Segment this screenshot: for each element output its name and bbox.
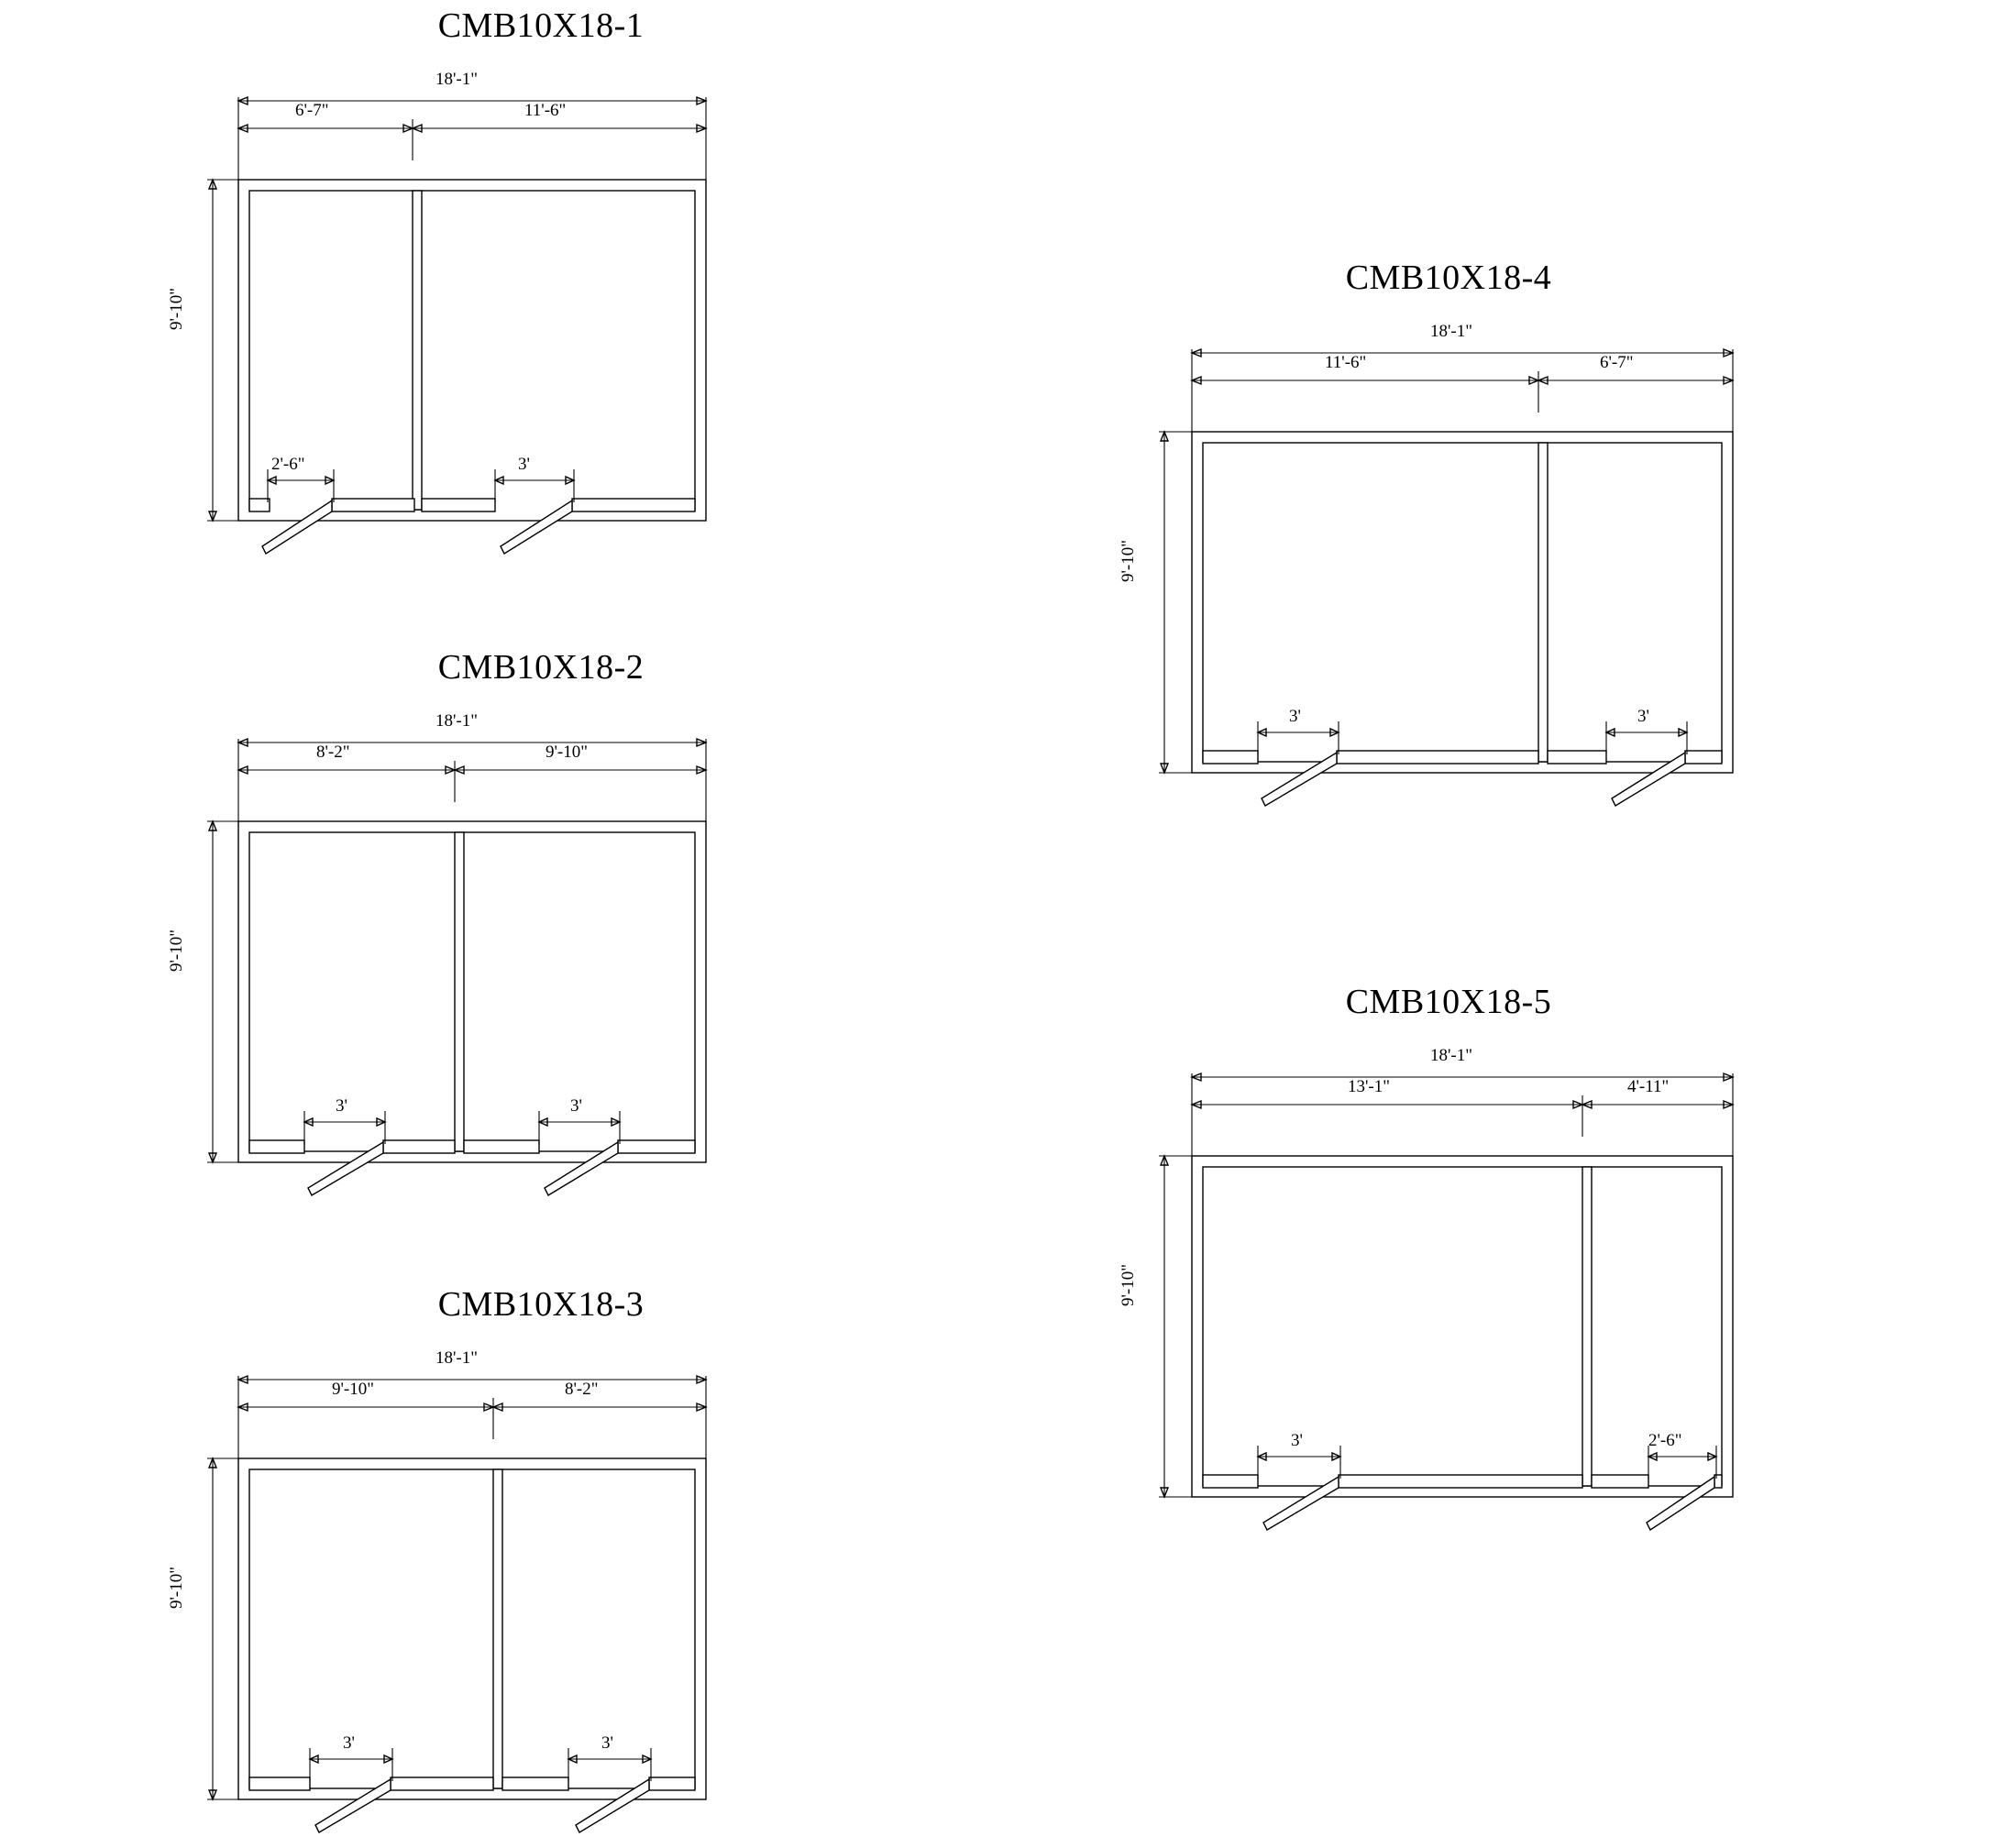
door-2-width-label: 3' <box>570 1096 582 1116</box>
overall-height-label: 9'-10" <box>1119 1263 1138 1306</box>
plan-4-drawing <box>1128 252 1861 857</box>
door-2-width-label: 3' <box>518 455 530 474</box>
plan-cmb10x18-4 <box>1119 252 1861 857</box>
segment-2-label: 11'-6" <box>524 101 567 120</box>
door-1-width-label: 3' <box>1291 1431 1303 1450</box>
overall-width-label: 18'-1" <box>1430 1046 1473 1065</box>
door-2-width-label: 3' <box>601 1733 613 1753</box>
overall-width-label: 18'-1" <box>1430 322 1473 341</box>
segment-2-label: 8'-2" <box>565 1380 599 1399</box>
plan-cmb10x18-5 <box>1119 976 1861 1581</box>
plan-1-drawing <box>193 0 889 568</box>
overall-width-label: 18'-1" <box>435 711 479 731</box>
plan-title: CMB10X18-2 <box>437 648 645 687</box>
segment-1-label: 9'-10" <box>332 1380 375 1399</box>
segment-2-label: 9'-10" <box>546 742 589 762</box>
door-1-width-label: 3' <box>336 1096 347 1116</box>
segment-1-label: 8'-2" <box>316 742 350 762</box>
door-2-width-label: 3' <box>1637 707 1649 726</box>
plan-cmb10x18-1 <box>167 0 889 568</box>
door-1-width-label: 2'-6" <box>271 455 305 474</box>
door-1-width-label: 3' <box>343 1733 355 1753</box>
plan-title: CMB10X18-1 <box>437 6 645 45</box>
plan-cmb10x18-3 <box>167 1279 889 1847</box>
overall-width-label: 18'-1" <box>435 1348 479 1368</box>
plan-5-drawing <box>1128 976 1861 1581</box>
plan-title: CMB10X18-5 <box>1345 983 1552 1021</box>
plan-3-drawing <box>193 1279 889 1847</box>
door-2-width-label: 2'-6" <box>1648 1431 1682 1450</box>
door-1-width-label: 3' <box>1289 707 1301 726</box>
overall-height-label: 9'-10" <box>1119 539 1138 582</box>
plan-title: CMB10X18-4 <box>1345 258 1552 297</box>
segment-1-label: 6'-7" <box>295 101 329 120</box>
plan-cmb10x18-2 <box>167 642 889 1210</box>
overall-height-label: 9'-10" <box>167 287 186 330</box>
overall-height-label: 9'-10" <box>167 929 186 972</box>
overall-height-label: 9'-10" <box>167 1566 186 1609</box>
segment-2-label: 4'-11" <box>1627 1077 1670 1096</box>
segment-2-label: 6'-7" <box>1600 353 1634 372</box>
overall-width-label: 18'-1" <box>435 70 479 89</box>
plan-2-drawing <box>193 642 889 1210</box>
plan-title: CMB10X18-3 <box>437 1285 645 1324</box>
segment-1-label: 11'-6" <box>1325 353 1367 372</box>
segment-1-label: 13'-1" <box>1348 1077 1391 1096</box>
